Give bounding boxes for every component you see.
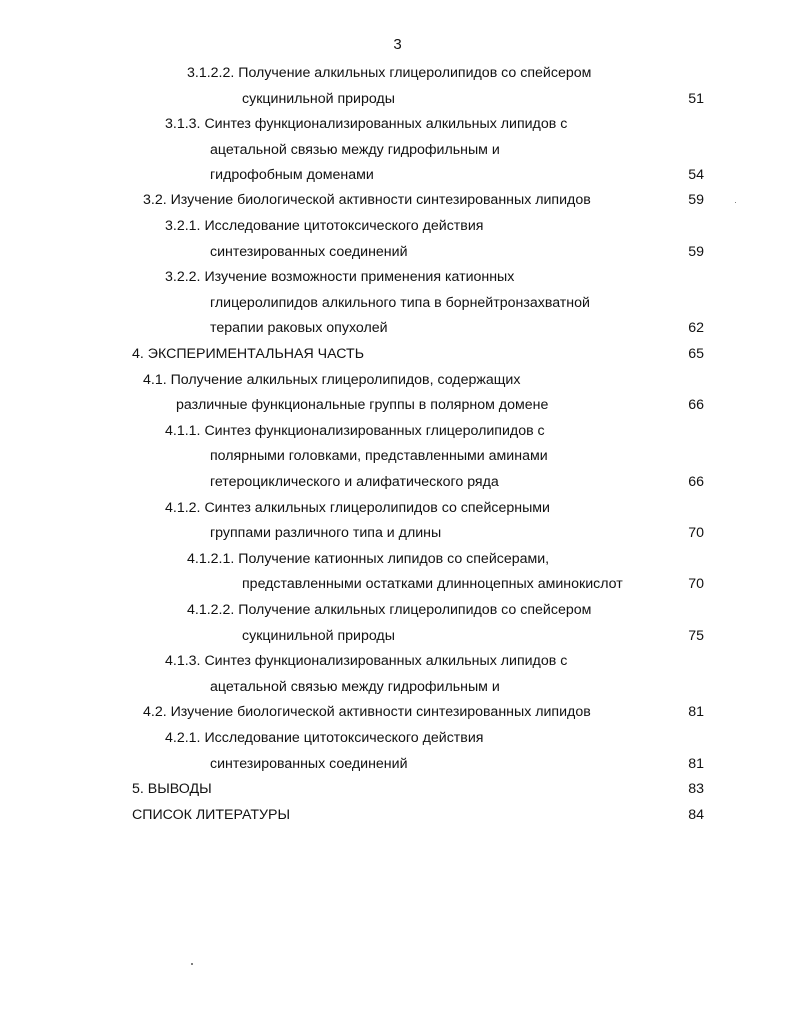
toc-entry-6-line-1: различные функциональные группы в полярном домене bbox=[176, 397, 549, 413]
page-number: 3 bbox=[393, 36, 402, 53]
toc-entry-5-line-0: 4. ЭКСПЕРИМЕНТАЛЬНАЯ ЧАСТЬ bbox=[132, 346, 365, 362]
toc-entry-12-line-0: 4.2. Изучение биологической активности синтезированных липидов bbox=[143, 704, 591, 720]
toc-entry-1-page: 54 bbox=[688, 167, 704, 183]
toc-entry-4-line-0: 3.2.2. Изучение возможности применения катионных bbox=[165, 269, 515, 285]
toc-entry-14-page: 83 bbox=[688, 781, 704, 797]
toc-entry-4-page: 62 bbox=[688, 320, 704, 336]
toc-entry-5-page: 65 bbox=[688, 346, 704, 362]
toc-entry-15-line-0: СПИСОК ЛИТЕРАТУРЫ bbox=[132, 807, 291, 823]
toc-entry-7-line-2: гетероциклического и алифатического ряда bbox=[210, 474, 499, 490]
toc-entry-7-line-1: полярными головками, представленными аминами bbox=[210, 448, 548, 464]
toc-entry-8-page: 70 bbox=[688, 525, 704, 541]
toc-entry-14-line-0: 5. ВЫВОДЫ bbox=[132, 781, 212, 797]
toc-entry-11-line-0: 4.1.3. Синтез функционализированных алкильных липидов с bbox=[165, 653, 568, 669]
toc-entry-3-page: 59 bbox=[688, 244, 704, 260]
toc-entry-0-line-1: сукцинильной природы bbox=[242, 91, 395, 107]
toc-entry-8-line-0: 4.1.2. Синтез алкильных глицеролипидов со спейсерными bbox=[165, 500, 550, 516]
toc-entry-10-line-1: сукцинильной природы bbox=[242, 628, 395, 644]
toc-entry-12-page: 81 bbox=[688, 704, 704, 720]
toc-entry-13-line-1: синтезированных соединений bbox=[210, 756, 408, 772]
toc-entry-0-page: 51 bbox=[688, 91, 704, 107]
toc-entry-2-line-0: 3.2. Изучение биологической активности синтезированных липидов bbox=[143, 192, 591, 208]
toc-entry-11-line-1: ацетальной связью между гидрофильным и bbox=[210, 679, 500, 695]
toc-entry-7-page: 66 bbox=[688, 474, 704, 490]
toc-entry-6-page: 66 bbox=[688, 397, 704, 413]
toc-entry-9-line-0: 4.1.2.1. Получение катионных липидов со спейсерами, bbox=[187, 551, 550, 567]
toc-entry-9-line-1: представленными остатками длинноцепных аминокислот bbox=[242, 576, 623, 592]
toc-entry-10-line-0: 4.1.2.2. Получение алкильных глицеролипидов со спейсером bbox=[187, 602, 592, 618]
toc-entry-4-line-2: терапии раковых опухолей bbox=[210, 320, 388, 336]
toc-entry-8-line-1: группами различного типа и длины bbox=[210, 525, 442, 541]
toc-entry-10-page: 75 bbox=[688, 628, 704, 644]
toc-entry-3-line-0: 3.2.1. Исследование цитотоксического действия bbox=[165, 218, 484, 234]
toc-entry-1-line-0: 3.1.3. Синтез функционализированных алкильных липидов с bbox=[165, 116, 568, 132]
scan-speck bbox=[191, 963, 193, 965]
toc-entry-1-line-2: гидрофобным доменами bbox=[210, 167, 374, 183]
toc-entry-3-line-1: синтезированных соединений bbox=[210, 244, 408, 260]
toc-entry-15-page: 84 bbox=[688, 807, 704, 823]
toc-entry-13-page: 81 bbox=[688, 756, 704, 772]
toc-entry-1-line-1: ацетальной связью между гидрофильным и bbox=[210, 142, 500, 158]
toc-entry-13-line-0: 4.2.1. Исследование цитотоксического действия bbox=[165, 730, 484, 746]
toc-entry-2-page: 59 bbox=[688, 192, 704, 208]
toc-entry-4-line-1: глицеролипидов алкильного типа в борнейтронзахватной bbox=[210, 295, 590, 311]
toc-entry-9-page: 70 bbox=[688, 576, 704, 592]
toc-entry-0-line-0: 3.1.2.2. Получение алкильных глицеролипидов со спейсером bbox=[187, 65, 592, 81]
toc-entry-7-line-0: 4.1.1. Синтез функционализированных глицеролипидов с bbox=[165, 423, 545, 439]
toc-entry-6-line-0: 4.1. Получение алкильных глицеролипидов, содержащих bbox=[143, 372, 521, 388]
scan-speck bbox=[735, 202, 736, 203]
